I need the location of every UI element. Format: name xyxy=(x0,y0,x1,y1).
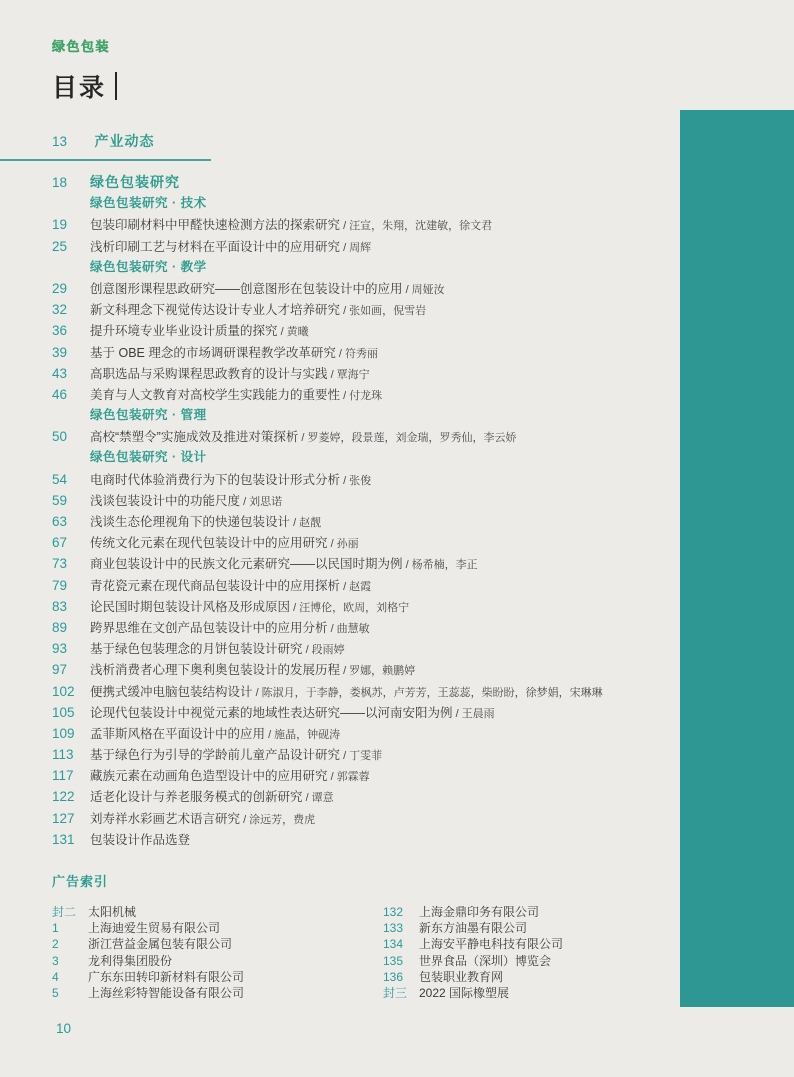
ad-index-row xyxy=(52,969,383,985)
ad-index-row xyxy=(383,953,672,969)
toc-page-number: 127 xyxy=(52,810,75,826)
toc-authors: / 覃海宁 xyxy=(327,368,370,381)
toc-entry xyxy=(52,214,672,235)
toc-entry xyxy=(52,744,672,765)
toc-page-number: 29 xyxy=(52,280,68,296)
toc-title: 浅谈生态伦理视角下的快递包装设计 xyxy=(90,515,291,529)
ad-page-number: 5 xyxy=(52,985,59,1000)
toc-page-number: 32 xyxy=(52,302,68,318)
toc-authors: / 黄曦 xyxy=(277,326,309,339)
toc-page-number: 36 xyxy=(52,323,68,339)
ad-index-row xyxy=(52,920,383,936)
toc-section-header xyxy=(52,172,672,193)
toc-page-number: 13 xyxy=(52,134,68,149)
toc-entry xyxy=(52,426,672,447)
toc-subheader-label: 绿色包装研究 · 教学 xyxy=(90,259,207,274)
toc-title: 商业包装设计中的民族文化元素研究——以民国时期为例 xyxy=(90,557,403,572)
ad-page-number: 1 xyxy=(52,921,59,936)
ad-company-name: 上海金鼎印务有限公司 xyxy=(419,905,540,919)
toc-authors: / 符秀丽 xyxy=(335,347,379,360)
toc-title: 论民国时期包装设计风格及形成原因 xyxy=(90,599,291,614)
toc-page-number: 25 xyxy=(52,238,68,254)
toc-authors: / 汪宣，朱翔，沈建敏，徐文君 xyxy=(340,220,493,233)
ad-page-number: 2 xyxy=(52,937,59,952)
toc-section-industry xyxy=(52,131,154,151)
toc-entry xyxy=(52,299,672,320)
page-title xyxy=(52,68,117,104)
ad-company-name: 上海丝彩特智能设备有限公司 xyxy=(88,985,245,1000)
toc-entry xyxy=(52,702,672,723)
toc-title: 浅谈包装设计中的功能尺度 xyxy=(90,493,241,508)
ad-index-row xyxy=(383,969,672,985)
ad-company-name: 龙利得集团股份 xyxy=(88,953,173,968)
toc-entry xyxy=(52,342,672,363)
toc-title: 传统文化元素在现代包装设计中的应用研究 xyxy=(90,536,328,551)
toc-authors: / 孙丽 xyxy=(327,538,359,551)
ad-page-number: 4 xyxy=(52,969,59,984)
ad-page-number: 134 xyxy=(383,937,404,952)
toc-list xyxy=(52,172,672,850)
toc-entry xyxy=(52,765,672,786)
toc-entry xyxy=(52,786,672,807)
toc-title: 刘寿祥水彩画艺术语言研究 xyxy=(90,811,241,826)
toc-page-number: 67 xyxy=(52,535,68,551)
toc-entry xyxy=(52,638,672,659)
toc-page-number: 83 xyxy=(52,598,68,614)
ad-company-name: 世界食品（深圳）博览会 xyxy=(419,953,552,968)
toc-authors: / 涂远芳，费虎 xyxy=(240,813,316,826)
ad-company-name: 上海安平静电科技有限公司 xyxy=(419,937,564,952)
toc-subheader-label: 绿色包装研究 · 设计 xyxy=(90,450,207,465)
ad-index-left-column xyxy=(52,904,383,1001)
toc-page-number: 89 xyxy=(52,619,68,635)
ad-company-name: 2022 国际橡塑展 xyxy=(419,985,510,1000)
ad-index-row xyxy=(52,985,383,1001)
toc-subheader xyxy=(52,193,672,214)
toc-title: 基于绿色行为引导的学龄前儿童产品设计研究 xyxy=(90,748,341,763)
toc-authors: / 罗菱婷，段景莲，刘金瑞，罗秀仙，李云娇 xyxy=(298,432,517,445)
toc-subheader xyxy=(52,447,672,468)
toc-subheader-label: 绿色包装研究 · 技术 xyxy=(90,196,207,211)
toc-title: 基于绿色包装理念的月饼包装设计研究 xyxy=(90,642,303,657)
toc-title: 美育与人文教育对高校学生实践能力的重要性 xyxy=(90,387,341,402)
toc-authors: / 陈淑月，于李静，娄枫苏，卢芳芳，王蕊蕊，柴盼盼，徐梦娟，宋琳琳 xyxy=(252,686,603,699)
toc-title: 便携式缓冲电脑包装结构设计 xyxy=(90,684,253,699)
toc-title: 孟菲斯风格在平面设计中的应用 xyxy=(90,726,266,741)
toc-authors: / 付龙珠 xyxy=(340,389,383,402)
toc-entry xyxy=(52,511,672,532)
toc-title: 浅析印刷工艺与材料在平面设计中的应用研究 xyxy=(90,239,341,254)
toc-entry xyxy=(52,723,672,744)
toc-title: 基于 OBE 理念的市场调研课程教学改革研究 xyxy=(90,345,336,360)
ad-page-number: 封三 xyxy=(383,985,408,1000)
toc-page-number: 43 xyxy=(52,365,68,381)
toc-authors: / 张如画，倪雪岩 xyxy=(340,305,427,318)
toc-title: 适老化设计与养老服务模式的创新研究 xyxy=(90,790,303,805)
ad-company-name: 太阳机械 xyxy=(88,905,137,919)
magazine-logo: 绿色包装 xyxy=(52,39,111,54)
ad-company-name: 包装职业教育网 xyxy=(419,969,504,984)
toc-page-number: 50 xyxy=(52,429,68,445)
toc-title: 浅析消费者心理下奥利奥包装设计的发展历程 xyxy=(90,663,341,678)
toc-authors: / 王晨雨 xyxy=(452,707,495,720)
toc-authors: / 丁雯菲 xyxy=(340,750,383,763)
ad-page-number: 135 xyxy=(383,953,404,968)
toc-title: 包装设计作品选登 xyxy=(90,832,191,847)
toc-entry xyxy=(52,681,672,702)
toc-subheader-label: 绿色包装研究 · 管理 xyxy=(90,408,207,423)
toc-entry xyxy=(52,236,672,257)
toc-title: 创意图形课程思政研究——创意图形在包装设计中的应用 xyxy=(90,281,403,296)
toc-authors: / 杨希楠，李正 xyxy=(402,559,478,572)
toc-title: 包装印刷材料中甲醛快速检测方法的探索研究 xyxy=(90,218,341,233)
toc-authors: / 罗娜，赖鹏婷 xyxy=(340,665,416,678)
toc-entry xyxy=(52,363,672,384)
toc-entry xyxy=(52,532,672,553)
toc-entry xyxy=(52,320,672,341)
ad-index xyxy=(52,871,672,1001)
toc-title: 高校“禁塑令”实施成效及推进对策探析 xyxy=(90,430,299,445)
toc-authors: / 曲慧敏 xyxy=(327,622,370,635)
toc-title: 高职选品与采购课程思政教育的设计与实践 xyxy=(90,366,328,381)
toc-page-number: 117 xyxy=(52,768,74,784)
decorative-sidebar-block xyxy=(680,110,794,1007)
toc-entry xyxy=(52,469,672,490)
ad-index-row xyxy=(383,920,672,936)
ad-page-number: 136 xyxy=(383,969,404,984)
ad-page-number: 封二 xyxy=(52,905,77,919)
toc-authors: / 郭霖蓉 xyxy=(327,771,370,784)
toc-authors: / 张俊 xyxy=(340,474,372,487)
toc-entry xyxy=(52,384,672,405)
toc-page-number: 105 xyxy=(52,704,75,720)
toc-title: 论现代包装设计中视觉元素的地域性表达研究——以河南安阳为例 xyxy=(90,705,453,720)
ad-company-name: 广东东田转印新材料有限公司 xyxy=(88,969,245,984)
ad-index-row xyxy=(383,904,672,920)
toc-entry xyxy=(52,278,672,299)
toc-page-number: 54 xyxy=(52,471,68,487)
toc-title: 藏族元素在动画角色造型设计中的应用研究 xyxy=(90,769,328,784)
toc-page-number: 63 xyxy=(52,514,68,529)
toc-title: 电商时代体验消费行为下的包装设计形式分析 xyxy=(90,472,341,487)
toc-authors: / 刘思诺 xyxy=(240,495,283,508)
ad-index-right-column xyxy=(383,904,672,1001)
toc-entry xyxy=(52,575,672,596)
ad-index-columns xyxy=(52,904,672,1001)
toc-section-title: 产业动态 xyxy=(94,133,155,149)
ad-index-title: 广告索引 xyxy=(52,874,109,889)
ad-page-number: 132 xyxy=(383,905,404,919)
toc-entry xyxy=(52,596,672,617)
toc-authors: / 赵霞 xyxy=(340,580,372,593)
toc-authors: / 施晶，钟砚涛 xyxy=(265,728,341,741)
toc-entry xyxy=(52,553,672,574)
section-divider-line xyxy=(0,159,211,161)
ad-page-number: 133 xyxy=(383,921,404,936)
toc-authors: / 段雨婷 xyxy=(302,644,345,657)
toc-page-number: 109 xyxy=(52,725,75,741)
toc-entry xyxy=(52,617,672,638)
page-title-text: 目录 xyxy=(52,74,107,102)
toc-page-number: 131 xyxy=(52,831,75,847)
ad-page-number: 3 xyxy=(52,953,59,968)
ad-company-name: 上海迪爱生贸易有限公司 xyxy=(88,921,221,936)
ad-index-row xyxy=(383,936,672,952)
title-divider-bar xyxy=(115,72,117,100)
toc-page-number: 59 xyxy=(52,492,68,508)
toc-subheader xyxy=(52,405,672,426)
toc-authors: / 谭意 xyxy=(302,792,334,805)
page-number: 10 xyxy=(56,1021,72,1036)
toc-entry xyxy=(52,808,672,829)
toc-page-number: 46 xyxy=(52,386,68,402)
toc-page-number: 93 xyxy=(52,641,68,657)
toc-page-number: 39 xyxy=(52,344,68,360)
toc-authors: / 周娅汝 xyxy=(402,283,445,296)
toc-page-number: 18 xyxy=(52,175,68,190)
toc-page-number: 113 xyxy=(52,747,74,763)
ad-company-name: 新东方油墨有限公司 xyxy=(419,921,528,936)
toc-page-number: 102 xyxy=(52,683,75,699)
toc-page-number: 19 xyxy=(52,217,68,233)
toc-subheader xyxy=(52,257,672,278)
ad-index-row xyxy=(52,936,383,952)
ad-index-row xyxy=(52,904,383,920)
toc-authors: / 周辉 xyxy=(340,241,372,254)
toc-title: 青花瓷元素在现代商品包装设计中的应用探析 xyxy=(90,578,341,593)
toc-entry xyxy=(52,490,672,511)
toc-title: 跨界思维在文创产品包装设计中的应用分析 xyxy=(90,620,328,635)
ad-index-row xyxy=(52,953,383,969)
toc-page-number: 73 xyxy=(52,556,68,572)
toc-authors: / 汪博伦，欧周，刘格宁 xyxy=(290,601,410,614)
toc-entry xyxy=(52,829,672,850)
ad-company-name: 浙江营益金属包装有限公司 xyxy=(88,937,233,952)
toc-entry xyxy=(52,659,672,680)
toc-page-number: 122 xyxy=(52,789,75,805)
toc-page-number: 97 xyxy=(52,662,68,678)
toc-title: 新文科理念下视觉传达设计专业人才培养研究 xyxy=(90,303,341,318)
toc-authors: / 赵靓 xyxy=(290,517,322,529)
toc-title: 绿色包装研究 xyxy=(90,174,180,190)
toc-page-number: 79 xyxy=(52,577,68,593)
toc-title: 提升环境专业毕业设计质量的探究 xyxy=(90,324,278,339)
ad-index-row xyxy=(383,985,672,1001)
